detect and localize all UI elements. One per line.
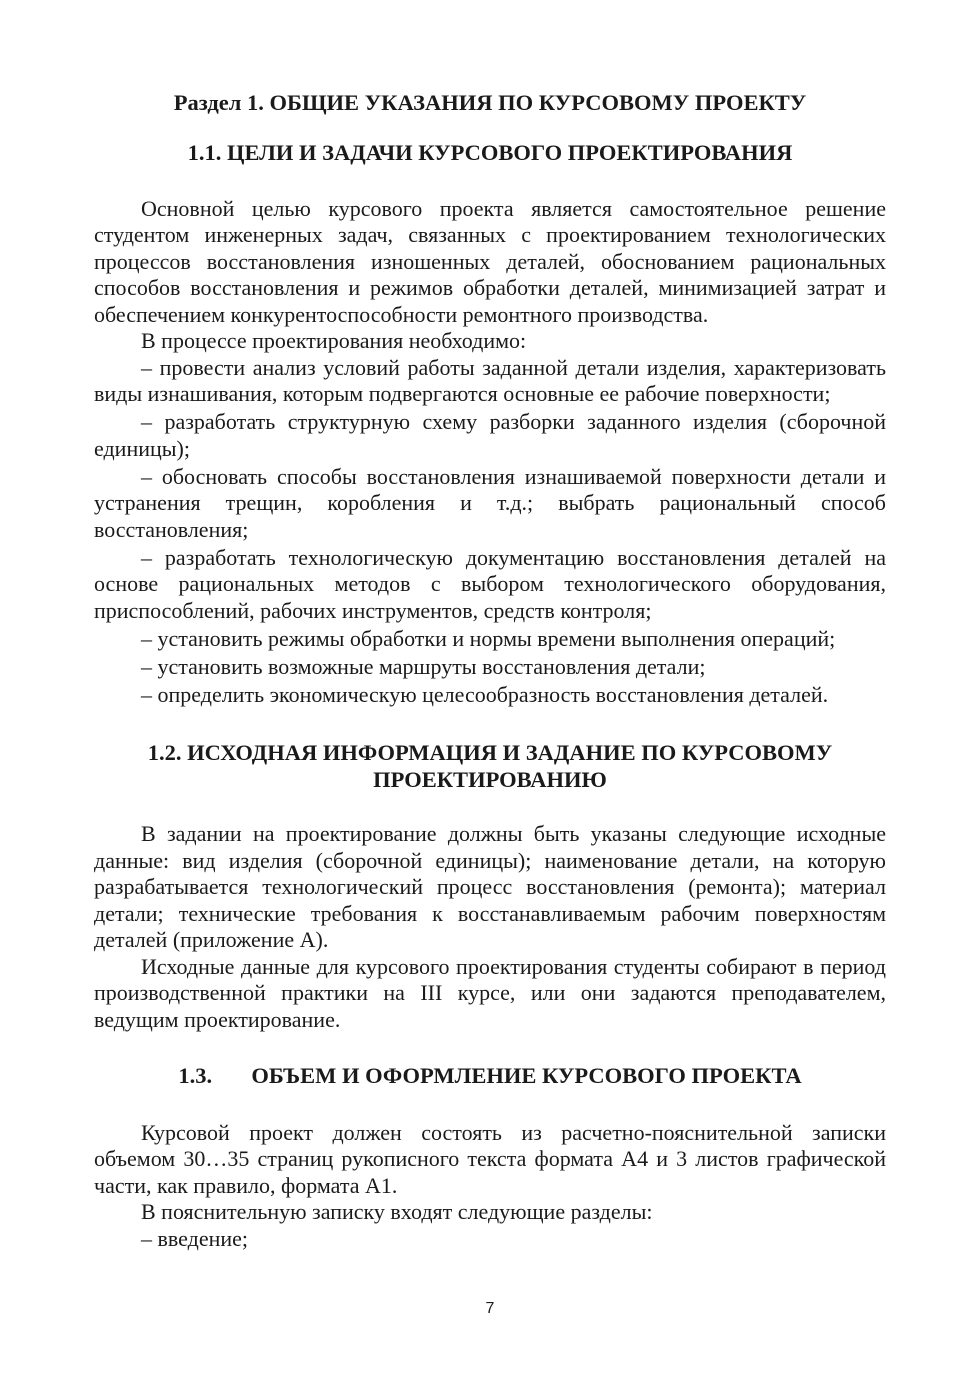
section-number: 1.3. xyxy=(178,1063,213,1088)
section-heading-1-2: 1.2. ИСХОДНАЯ ИНФОРМАЦИЯ И ЗАДАНИЕ ПО КУРСОВОМУ ПРОЕКТИРОВАНИЮ xyxy=(147,740,833,792)
list-item: – разработать структурную схему разборки заданного изделия (сборочной единицы); xyxy=(94,409,886,461)
list-item: – установить режимы обработки и нормы времени выполнения операций; xyxy=(141,625,836,651)
paragraph: В процессе проектирования необходимо: xyxy=(141,328,527,353)
paragraph: В задании на проектирование должны быть указаны следующие исходные данные: вид изделия (сборочной единицы); наименование детали, на которую разрабатывается технологический процесс восстановления (ремонта); материал детали; технические требования к восстанавливаемым рабочим поверхностям деталей (приложение А). xyxy=(94,821,886,952)
section-heading-1-1: 1.1. ЦЕЛИ И ЗАДАЧИ КУРСОВОГО ПРОЕКТИРОВАНИЯ xyxy=(187,140,793,165)
list-item: – определить экономическую целесообразность восстановления деталей. xyxy=(141,681,829,707)
paragraph: Курсовой проект должен состоять из расчетно-пояснительной записки объемом 30…35 страниц рукописного текста формата А4 и 3 листов графической части, как правило, формата А1. xyxy=(94,1119,886,1198)
page-number: 7 xyxy=(485,1300,495,1317)
list-item: – установить возможные маршруты восстановления детали; xyxy=(141,653,706,679)
list-item: – разработать технологическую документацию восстановления деталей на основе рациональных методов с выбором технологического оборудования, приспособлений, рабочих инструментов, средств контроля; xyxy=(94,544,886,623)
list-item: – обосновать способы восстановления изнашиваемой поверхности детали и устранения трещин, коробления и т.д.; выбрать рациональный способ восстановления; xyxy=(94,463,886,542)
chapter-title: Раздел 1. ОБЩИЕ УКАЗАНИЯ ПО КУРСОВОМУ ПРОЕКТУ xyxy=(173,90,807,115)
paragraph: В пояснительную записку входят следующие разделы: xyxy=(141,1199,653,1224)
list-item: – провести анализ условий работы заданной детали изделия, характеризовать виды изнашивания, которым подвергаются основные ее рабочие поверхности; xyxy=(94,354,886,406)
paragraph: Исходные данные для курсового проектирования студенты собирают в период производственной практики на III курсе, или они задаются преподавателем, ведущим проектирование. xyxy=(94,953,886,1032)
section-heading-text: ОБЪЕМ И ОФОРМЛЕНИЕ КУРСОВОГО ПРОЕКТА xyxy=(251,1063,802,1088)
section-heading-1-3 xyxy=(94,1063,886,1090)
paragraph: Основной целью курсового проекта является самостоятельное решение студентом инженерных задач, связанных с проектированием технологических процессов восстановления изношенных деталей, обоснованием рациональных способов восстановления и режимов обработки деталей, минимизацией затрат и обеспечением конкурентоспособности ремонтного производства. xyxy=(94,195,886,327)
list-item: – введение; xyxy=(141,1225,249,1251)
page-content xyxy=(94,88,886,1252)
